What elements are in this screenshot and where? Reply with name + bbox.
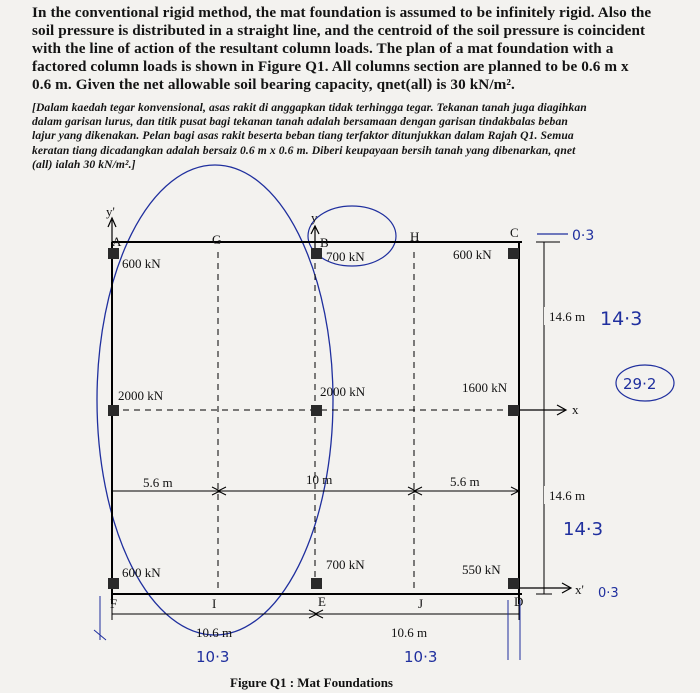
axis-label-y: y — [311, 210, 318, 225]
load-c: 600 kN — [453, 247, 492, 262]
column-c — [508, 248, 519, 259]
text-line: (all) ialah 30 kN/m².] — [32, 157, 136, 171]
point-c: C — [510, 225, 519, 240]
text-line: 0.6 m. Given the net allowable soil bearing capacity, qnet(all) is 30 kN/m². — [32, 76, 515, 93]
column-a — [108, 248, 119, 259]
point-b: B — [320, 235, 329, 250]
axis-label-x: x — [572, 402, 579, 417]
column-left-mid — [108, 405, 119, 416]
point-j: J — [418, 596, 424, 611]
load-b: 700 kN — [326, 249, 365, 264]
axis-label-y-prime: y' — [106, 204, 115, 219]
dim-bottom-span: 14.6 m — [549, 488, 586, 503]
dim-bottom-left-half: 10.6 m — [196, 625, 233, 640]
column-bottom-mid — [311, 578, 322, 589]
column-bottom-right — [508, 578, 519, 589]
load-a: 600 kN — [122, 256, 161, 271]
text-line: with the line of action of the resultant column loads. The plan of a mat foundation with a — [32, 40, 614, 57]
load-bottom-left: 600 kN — [122, 565, 161, 580]
point-e: E — [318, 594, 326, 609]
dim-left-span: 5.6 m — [143, 475, 173, 490]
hand-bottom-offset: 0·3 — [598, 586, 619, 601]
column-center — [311, 405, 322, 416]
figure-caption: Figure Q1 : Mat Foundations — [230, 675, 393, 690]
hand-right-half-corr: 10·3 — [404, 648, 438, 666]
text-line: [Dalam kaedah tegar konvensional, asas rakit di anggapkan tidak terhingga tegar. Tekanan tanah juga diagihkan — [32, 101, 587, 114]
text-line: dalam garisan lurus, dan titik pusat bagi tekanan tanah adalah bersamaan dengan garisan tindakbalas beban — [32, 115, 568, 129]
load-left-mid: 2000 kN — [118, 388, 164, 403]
dim-bottom-right-half: 10.6 m — [391, 625, 428, 640]
point-f: F — [110, 596, 118, 611]
hand-bottom-span-corr: 14·3 — [563, 519, 604, 540]
point-h: H — [410, 229, 420, 244]
hand-top-span-corr: 14·3 — [600, 308, 643, 330]
axis-label-x-prime: x' — [575, 582, 584, 597]
dim-right-span: 5.6 m — [450, 474, 480, 489]
point-d: D — [514, 594, 524, 609]
point-a: A — [112, 234, 122, 249]
text-line: lajur yang dikenakan. Pelan bagi asas rakit beserta beban tiang terfaktor ditunjukkan dalam Rajah Q1. Semua — [32, 129, 574, 143]
text-line: factored column loads is shown in Figure Q1. All columns section are planned to be 0.6 m x — [32, 58, 629, 75]
text-line: soil pressure is distributed in a straight line, and the centroid of the soil pressure is coincident — [32, 22, 646, 39]
point-i: I — [212, 596, 217, 611]
hand-total: 29·2 — [623, 375, 657, 393]
text-line: keratan tiang dicadangkan adalah bersaiz 0.6 m x 0.6 m. Diberi keupayaan bersih tanah yang dibenarkan, qnet — [32, 143, 576, 157]
load-right-mid: 1600 kN — [462, 380, 508, 395]
column-bottom-left — [108, 578, 119, 589]
hand-top-offset: 0·3 — [572, 228, 595, 244]
text-line: In the conventional rigid method, the mat foundation is assumed to be infinitely rigid. Also the — [32, 4, 652, 21]
column-right-mid — [508, 405, 519, 416]
load-bottom-mid: 700 kN — [326, 557, 365, 572]
hand-left-half-corr: 10·3 — [196, 648, 230, 666]
dim-top-span: 14.6 m — [549, 309, 586, 324]
point-g: G — [212, 232, 222, 247]
load-bottom-right: 550 kN — [462, 562, 501, 577]
dim-mid-span: 10 m — [306, 472, 333, 487]
load-center: 2000 kN — [320, 384, 366, 399]
